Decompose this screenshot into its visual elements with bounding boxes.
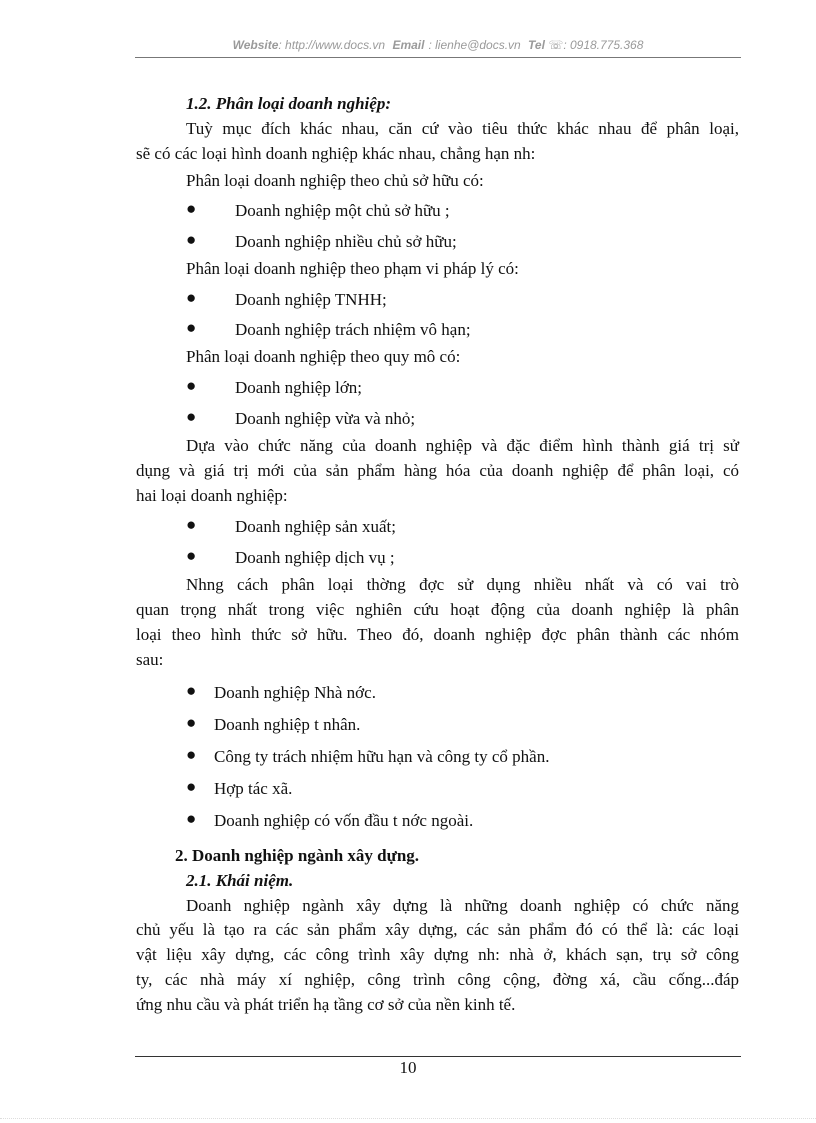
owner-item-1: Doanh nghiệp một chủ sở hữu ; bbox=[235, 201, 450, 220]
tel-value: : 0918.775.368 bbox=[563, 38, 644, 52]
group-item-1: Doanh nghiệp Nhà nớc. bbox=[214, 683, 376, 702]
website-value: : http://www.docs.vn bbox=[278, 38, 386, 52]
common-line-4: sau: bbox=[136, 650, 164, 669]
legal-item-2: Doanh nghiệp trách nhiệm vô hạn; bbox=[235, 320, 471, 339]
bullet-icon: ● bbox=[186, 288, 197, 307]
concept-line-4: ty, các nhà máy xí nghiệp, công trình công cộng, đờng xá, cầu cống...đáp bbox=[136, 970, 739, 989]
common-line-1: Nhng cách phân loại thờng đợc sử dụng nhiều nhất và có vai trò bbox=[186, 575, 739, 594]
intro-line-1: Tuỳ mục đích khác nhau, căn cứ vào tiêu thức khác nhau để phân loại, bbox=[186, 119, 739, 138]
bullet-icon: ● bbox=[186, 230, 197, 249]
section-heading-2: 2. Doanh nghiệp ngành xây dựng. bbox=[175, 846, 420, 865]
common-line-2: quan trọng nhất trong việc nghiên cứu hoạt động của doanh nghiệp là phân bbox=[136, 600, 739, 619]
page-number: 10 bbox=[399, 1058, 417, 1077]
tel-label: Tel bbox=[528, 38, 545, 52]
bullet-icon: ● bbox=[186, 318, 197, 337]
website-label: Website bbox=[232, 38, 279, 52]
owner-item-2: Doanh nghiệp nhiều chủ sở hữu; bbox=[235, 232, 457, 251]
bullet-icon: ● bbox=[186, 745, 197, 764]
group-item-2: Doanh nghiệp t nhân. bbox=[214, 715, 361, 734]
group-item-4: Hợp tác xã. bbox=[214, 779, 293, 798]
bullet-icon: ● bbox=[186, 681, 197, 700]
group-item-5: Doanh nghiệp có vốn đầu t nớc ngoài. bbox=[214, 811, 474, 830]
legal-item-1: Doanh nghiệp TNHH; bbox=[235, 290, 387, 309]
email-value: : lienhe@docs.vn bbox=[428, 38, 521, 52]
size-item-2: Doanh nghiệp vừa và nhỏ; bbox=[235, 409, 416, 428]
size-item-1: Doanh nghiệp lớn; bbox=[235, 378, 363, 397]
bullet-icon: ● bbox=[186, 546, 197, 565]
section-heading-1-2: 1.2. Phân loại doanh nghiệp: bbox=[186, 94, 391, 113]
bullet-icon: ● bbox=[186, 376, 197, 395]
func-item-2: Doanh nghiệp dịch vụ ; bbox=[235, 548, 395, 567]
bullet-icon: ● bbox=[186, 199, 197, 218]
bullet-icon: ● bbox=[186, 809, 197, 828]
bullet-icon: ● bbox=[186, 713, 197, 732]
func-line-2: dụng và giá trị mới của sản phẩm hàng hóa của doanh nghiệp để phân loại, có bbox=[136, 461, 739, 480]
func-line-3: hai loại doanh nghiệp: bbox=[136, 486, 288, 505]
size-title: Phân loại doanh nghiệp theo quy mô có: bbox=[186, 347, 461, 366]
owner-title: Phân loại doanh nghiệp theo chủ sở hữu có: bbox=[186, 171, 484, 190]
intro-line-2: sẽ có các loại hình doanh nghiệp khác nhau, chẳng hạn nh: bbox=[136, 144, 536, 163]
footer-divider bbox=[135, 1056, 741, 1057]
func-line-1: Dựa vào chức năng của doanh nghiệp và đặc điểm hình thành giá trị sử bbox=[186, 436, 739, 455]
bullet-icon: ● bbox=[186, 515, 197, 534]
phone-icon: ☏ bbox=[548, 38, 564, 52]
concept-line-1: Doanh nghiệp ngành xây dựng là những doanh nghiệp có chức năng bbox=[186, 896, 739, 915]
email-label: Email bbox=[392, 38, 425, 52]
section-heading-2-1: 2.1. Khái niệm. bbox=[186, 871, 294, 890]
concept-line-2: chủ yếu là tạo ra các sản phẩm xây dựng, các sản phẩm đó có thể là: các loại bbox=[136, 920, 739, 939]
bullet-icon: ● bbox=[186, 777, 197, 796]
page-header bbox=[135, 38, 741, 52]
concept-line-5: ứng nhu cầu và phát triển hạ tầng cơ sở của nền kinh tế. bbox=[136, 995, 516, 1014]
header-divider bbox=[135, 57, 741, 58]
common-line-3: loại theo hình thức sở hữu. Theo đó, doanh nghiệp đợc phân thành các nhóm bbox=[136, 625, 739, 644]
concept-line-3: vật liệu xây dựng, các công trình xây dựng nh: nhà ở, khách sạn, trụ sở công bbox=[136, 945, 739, 964]
bullet-icon: ● bbox=[186, 407, 197, 426]
group-item-3: Công ty trách nhiệm hữu hạn và công ty cổ phần. bbox=[214, 747, 550, 766]
func-item-1: Doanh nghiệp sản xuất; bbox=[235, 517, 396, 536]
page-bottom-rule bbox=[0, 1118, 816, 1119]
legal-title: Phân loại doanh nghiệp theo phạm vi pháp lý có: bbox=[186, 259, 519, 278]
